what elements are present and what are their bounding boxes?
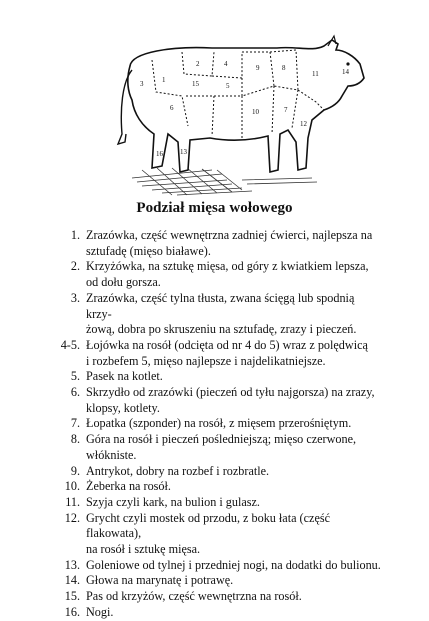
- document-title: Podział mięsa wołowego: [136, 200, 293, 216]
- region-label: 14: [342, 68, 349, 76]
- beef-cuts-illustration: [92, 30, 382, 200]
- region-label: 5: [226, 82, 230, 90]
- item-text-line: Nogi.: [86, 604, 114, 619]
- item-text-line: Pas od krzyżów, część wewnętrzna na rosół.: [86, 589, 302, 604]
- item-text-line: włókniste.: [86, 447, 137, 462]
- item-text-line: klopsy, kotlety.: [86, 400, 160, 415]
- region-label: 15: [192, 80, 199, 88]
- region-label: 9: [256, 64, 260, 72]
- item-text-line: żową, dobra po skruszeniu na sztufadę, zrazy i pieczeń.: [86, 322, 357, 337]
- item-number: 2.: [70, 259, 80, 274]
- cut-item: [0, 432, 429, 463]
- item-text-line: Krzyżówka, na sztukę mięsa, od góry z kwiatkiem lepsza,: [86, 259, 369, 274]
- item-text-line: Łojówka na rosół (odcięta od nr 4 do 5) wraz z polędwicą: [86, 337, 368, 352]
- cut-item: [0, 605, 429, 621]
- region-label: 11: [312, 70, 319, 78]
- region-label: 12: [300, 120, 307, 128]
- cut-item: [0, 589, 429, 605]
- cuts-list: [0, 228, 429, 621]
- region-label: 16: [156, 150, 163, 158]
- cut-item: [0, 479, 429, 495]
- item-number: 7.: [70, 416, 80, 431]
- cut-item: [0, 416, 429, 432]
- item-number: 6.: [70, 385, 80, 400]
- cut-item: [0, 338, 429, 369]
- cut-item: [0, 511, 429, 558]
- item-text-line: Głowa na marynatę i potrawę.: [86, 573, 234, 588]
- cow-body-outline: [128, 40, 364, 172]
- hay-hatching: [132, 168, 317, 195]
- item-number: 15.: [64, 589, 80, 604]
- region-label: 10: [252, 108, 259, 116]
- region-label: 13: [180, 148, 187, 156]
- item-number: 9.: [70, 463, 80, 478]
- item-text-line: Żeberka na rosół.: [86, 479, 171, 494]
- item-text-line: sztufadę (mięso białawe).: [86, 243, 211, 258]
- item-text-line: Goleniowe od tylnej i przedniej nogi, na dodatki do bulionu.: [86, 557, 381, 572]
- cut-item: [0, 259, 429, 290]
- item-text-line: od dołu gorsza.: [86, 275, 161, 290]
- cut-item: [0, 558, 429, 574]
- cut-item: [0, 464, 429, 480]
- item-number: 3.: [70, 290, 80, 305]
- cut-item: [0, 228, 429, 259]
- cut-item: [0, 369, 429, 385]
- item-number: 16.: [64, 604, 80, 619]
- item-text-line: na rosół i sztukę mięsa.: [86, 542, 201, 557]
- region-label: 4: [224, 60, 228, 68]
- item-number: 4-5.: [60, 337, 80, 352]
- region-label: 8: [282, 64, 286, 72]
- item-number: 5.: [70, 369, 80, 384]
- item-text-line: Pasek na kotlet.: [86, 369, 163, 384]
- item-number: 8.: [70, 432, 80, 447]
- cut-item: [0, 291, 429, 338]
- cut-item: [0, 573, 429, 589]
- cow-eye: [346, 62, 349, 65]
- item-number: 11.: [65, 494, 80, 509]
- item-number: 12.: [64, 510, 80, 525]
- item-number: 14.: [64, 573, 80, 588]
- region-label: 6: [170, 104, 174, 112]
- item-text-line: Zrazówka, część tylna tłusta, zwana ścięgą lub spodnią krzy-: [86, 290, 355, 321]
- cut-item: [0, 385, 429, 416]
- region-label: 1: [162, 76, 166, 84]
- item-text-line: Łopatka (szponder) na rosół, z mięsem przerośniętym.: [86, 416, 352, 431]
- item-text-line: Grycht czyli mostek od przodu, z boku łata (część flakowata),: [86, 510, 330, 541]
- item-text-line: Skrzydło od zrazówki (pieczeń od tyłu najgorsza) na zrazy,: [86, 385, 375, 400]
- region-label: 3: [140, 80, 144, 88]
- item-number: 1.: [70, 228, 80, 242]
- item-text-line: Góra na rosół i pieczeń pośledniejszą; mięso czerwone,: [86, 432, 357, 447]
- cut-item: [0, 495, 429, 511]
- cow-diagram: [92, 30, 382, 200]
- item-text-line: Antrykot, dobry na rozbef i rozbratle.: [86, 463, 270, 478]
- region-label: 7: [284, 106, 288, 114]
- item-text-line: Szyja czyli kark, na bulion i gulasz.: [86, 494, 260, 509]
- item-text-line: i rozbefem 5, mięso najlepsze i najdelikatniejsze.: [86, 353, 326, 368]
- item-text-line: Zrazówka, część wewnętrzna zadniej ćwierci, najlepsza na: [86, 228, 373, 242]
- item-number: 10.: [64, 479, 80, 494]
- item-number: 13.: [64, 557, 80, 572]
- region-label: 2: [196, 60, 200, 68]
